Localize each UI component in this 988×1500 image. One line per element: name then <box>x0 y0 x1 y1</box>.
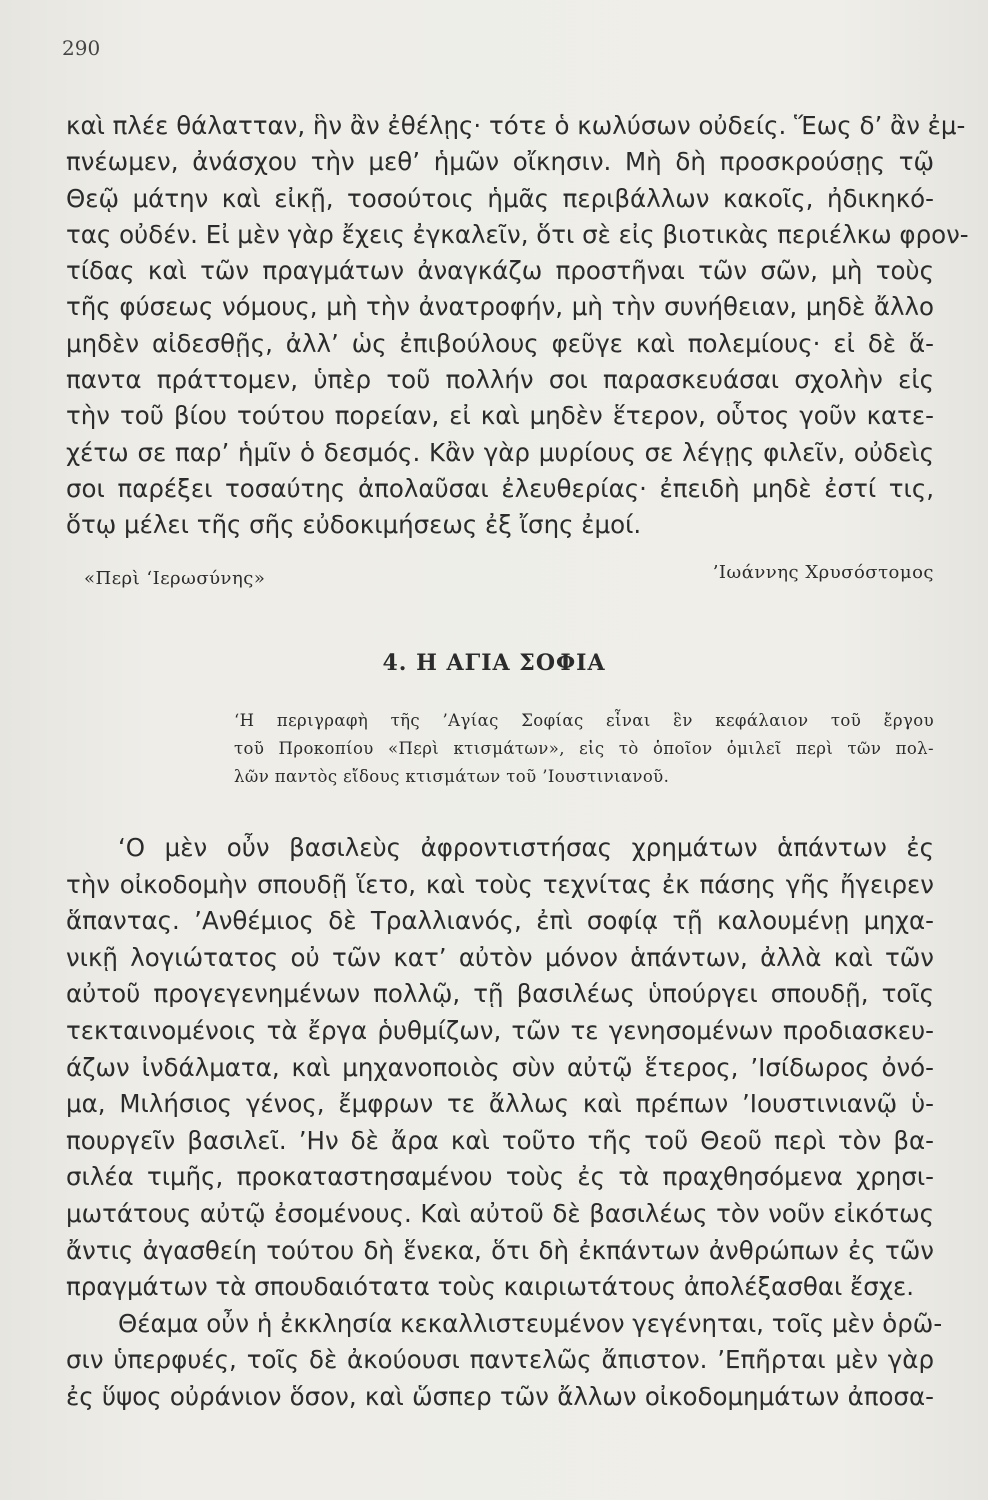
main-line: πραγμάτων τὰ σπουδαιότατα τοὺς καιριωτάτους ἀπολέξασθαι ἔσχε. <box>66 1272 915 1302</box>
main-line: νικῇ λογιώτατος οὐ τῶν κατ’ αὐτὸν μόνον ἁπάντων, ἀλλὰ καὶ τῶν <box>66 942 934 972</box>
main-line: σιλέα τιμῆς, προκαταστησαμένου τοὺς ἐς τὰ πραχθησόμενα χρησι- <box>66 1162 934 1192</box>
main-line: ἅπαντας. ’Ανθέμιος δὲ Τραλλιανός, ἐπὶ σοφίᾳ τῇ καλουμένῃ μηχα- <box>66 906 934 936</box>
quote-line: τίδας καὶ τῶν πραγμάτων ἀναγκάζω προστῆναι τῶν σῶν, μὴ τοὺς <box>66 256 934 286</box>
main-line: πουργεῖν βασιλεῖ. ’Ην δὲ ἄρα καὶ τοῦτο τῆς τοῦ Θεοῦ περὶ τὸν βα- <box>66 1125 934 1155</box>
quote-passage <box>66 108 969 544</box>
quote-line: μηδὲν αἰδεσθῇς, ἀλλ’ ὡς ἐπιβούλους φεῦγε καὶ πολεμίους· εἰ δὲ ἅ- <box>66 328 934 358</box>
quote-line: καὶ πλέε θάλατταν, ἣν ἂν ἐθέλῃς· τότε ὁ κωλύσων οὐδείς. Ἕως δ’ ἂν ἐμ- <box>66 111 966 140</box>
main-line: μωτάτους αὐτῷ ἐσομένους. Καὶ αὐτοῦ δὲ βασιλέως τὸν νοῦν εἰκότως <box>66 1198 934 1228</box>
main-line: σιν ὑπερφυές, τοῖς δὲ ἀκούουσι παντελῶς ἄπιστον. ’Επῆρται μὲν γὰρ <box>66 1345 934 1375</box>
intro-line: λῶν παντὸς εἴδους κτισμάτων τοῦ ’Ιουστινιανοῦ. <box>234 767 670 786</box>
main-line: ἐς ὕψος οὐράνιον ὅσον, καὶ ὥσπερ τῶν ἄλλων οἰκοδομημάτων ἀποσα- <box>66 1381 934 1411</box>
main-line: τεκταινομένοις τὰ ἔργα ῥυθμίζων, τῶν τε γενησομένων προδιασκευ- <box>66 1015 934 1045</box>
intro-line: τοῦ Προκοπίου «Περὶ κτισμάτων», εἰς τὸ ὁποῖον ὁμιλεῖ περὶ τῶν πολ- <box>234 739 934 758</box>
quote-line: Θεῷ μάτην καὶ εἰκῇ, τοσούτοις ἡμᾶς περιβάλλων κακοῖς, ἠδικηκό- <box>66 183 934 213</box>
main-line: μα, Μιλήσιος γένος, ἔμφρων τε ἄλλως καὶ πρέπων ’Ιουστινιανῷ ὑ- <box>66 1089 934 1119</box>
quote-attribution <box>84 562 934 592</box>
section-heading: 4. Η ΑΓΙΑ ΣΟΦΙΑ <box>382 650 606 676</box>
main-line: αὐτοῦ προγεγενημένων πολλῷ, τῇ βασιλέως ὑπούργει σπουδῇ, τοῖς <box>66 979 934 1009</box>
quote-line: χέτω σε παρ’ ἡμῖν ὁ δεσμός. Κἂν γὰρ μυρίους σε λέγῃς φιλεῖν, οὐδεὶς <box>66 437 934 467</box>
page-number: 290 <box>62 36 101 60</box>
main-passage <box>66 830 943 1416</box>
quote-author: ’Ιωάννης Χρυσόστομος <box>712 562 934 583</box>
quote-line: παντα πράττομεν, ὑπὲρ τοῦ πολλήν σοι παρασκευάσαι σχολὴν εἰς <box>66 365 934 395</box>
main-line: άζων ἰνδάλματα, καὶ μηχανοποιὸς σὺν αὐτῷ ἕτερος, ’Ισίδωρος ὀνό- <box>66 1052 934 1082</box>
quote-line: πνέωμεν, ἀνάσχου τὴν μεθ’ ἡμῶν οἴκησιν. Μὴ δὴ προσκρούσῃς τῷ <box>66 147 934 177</box>
quote-line: ὅτῳ μέλει τῆς σῆς εὐδοκιμήσεως ἐξ ἴσης ἐμοί. <box>66 510 642 540</box>
main-line: ἄντις ἀγασθείη τούτου δὴ ἕνεκα, ὅτι δὴ ἐκπάντων ἀνθρώπων ἐς τῶν <box>66 1235 934 1265</box>
intro-line: ‘Η περιγραφὴ τῆς ’Αγίας Σοφίας εἶναι ἓν κεφάλαιον τοῦ ἔργου <box>234 711 934 730</box>
quote-line: τὴν τοῦ βίου τούτου πορείαν, εἰ καὶ μηδὲν ἕτερον, οὗτος γοῦν κατε- <box>66 401 934 431</box>
main-line: ‘Ο μὲν οὖν βασιλεὺς ἀφροντιστήσας χρημάτων ἁπάντων ἐς <box>118 833 934 862</box>
quote-line: τῆς φύσεως νόμους, μὴ τὴν ἀνατροφήν, μὴ τὴν συνήθειαν, μηδὲ ἄλλο <box>66 292 934 322</box>
main-line: τὴν οἰκοδομὴν σπουδῇ ἵετο, καὶ τοὺς τεχνίτας ἐκ πάσης γῆς ἤγειρεν <box>66 869 934 899</box>
main-line: Θέαμα οὖν ἡ ἐκκλησία κεκαλλιστευμένον γεγένηται, τοῖς μὲν ὁρῶ- <box>118 1308 943 1338</box>
quote-line: τας οὐδέν. Εἰ μὲν γὰρ ἔχεις ἐγκαλεῖν, ὅτι σὲ εἰς βιοτικὰς περιέλκω φρον- <box>66 219 969 249</box>
quote-source: «Περὶ ‘Ιερωσύνης» <box>84 568 266 589</box>
quote-line: σοι παρέξει τοσαύτης ἀπολαῦσαι ἐλευθερίας· ἐπειδὴ μηδὲ ἐστί τις, <box>66 473 934 503</box>
section-intro <box>234 707 934 791</box>
